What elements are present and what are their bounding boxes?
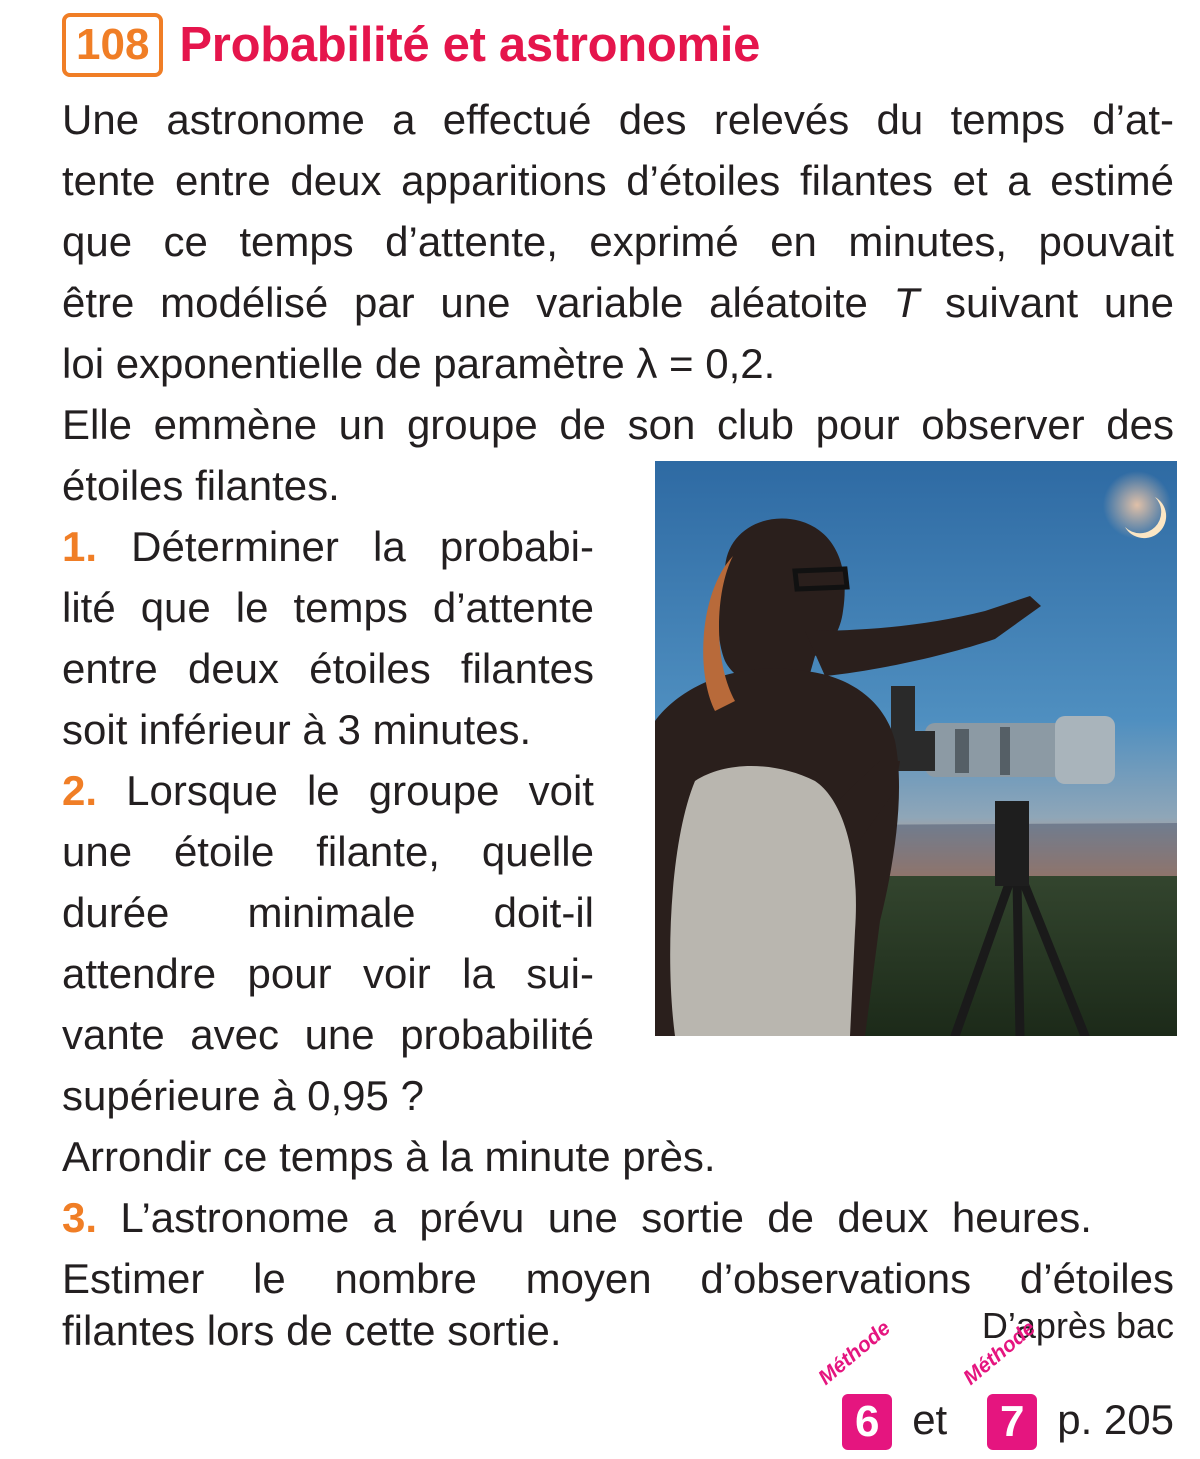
source-note: D’après bac: [981, 1305, 1174, 1346]
method-number: 7: [987, 1394, 1037, 1450]
text-line: vante avec une probabilité: [62, 1011, 594, 1058]
method-6-badge[interactable]: [812, 1316, 904, 1452]
text-line: une étoile filante, quelle: [62, 828, 594, 875]
text-line: Elle emmène un groupe de son club pour observer des: [62, 401, 1174, 448]
text-line: tente entre deux apparitions d’étoiles filantes et a estimé: [62, 157, 1174, 204]
question-number: 2.: [62, 767, 98, 814]
method-label: Méthode: [814, 1316, 896, 1390]
text-line: que ce temps d’attente, exprimé en minutes, pouvait: [62, 218, 1174, 265]
method-connector: et: [912, 1396, 948, 1443]
question-3-line: 3. L’astronome a prévu une sortie de deux heures.: [62, 1188, 1092, 1248]
text-line: être modélisé par une variable aléatoite T suivant une: [62, 273, 1174, 333]
text-line: entre deux étoiles filantes: [62, 645, 594, 692]
text-line: durée minimale doit-il: [62, 889, 594, 936]
text-line: loi exponentielle de paramètre λ = 0,2.: [62, 340, 776, 387]
exercise-number: 108: [62, 13, 163, 77]
question-2-line: 2. Lorsque le groupe voit: [62, 761, 594, 821]
method-label: Méthode: [959, 1316, 1041, 1390]
method-7-badge[interactable]: [957, 1316, 1049, 1452]
question-1-line: 1. Déterminer la probabi-: [62, 517, 594, 577]
variable-T: T: [893, 279, 920, 326]
astronomer-with-telescope-photo: [655, 461, 1177, 1036]
text-line: étoiles filantes.: [62, 462, 340, 509]
text-line: Arrondir ce temps à la minute près.: [62, 1133, 716, 1180]
text-line: lité que le temps d’attente: [62, 584, 594, 631]
question-number: 1.: [62, 523, 98, 570]
text-line: soit inférieur à 3 minutes.: [62, 706, 532, 753]
method-number: 6: [842, 1394, 892, 1450]
text-line: Une astronome a effectué des relevés du temps d’at-: [62, 96, 1174, 143]
text-line: supérieure à 0,95 ?: [62, 1072, 424, 1119]
question-number: 3.: [62, 1194, 98, 1241]
text-line: attendre pour voir la sui-: [62, 950, 594, 997]
text-line: Estimer le nombre moyen d’observations d’étoiles: [62, 1255, 1174, 1302]
page-reference: p. 205: [1057, 1396, 1174, 1443]
exercise-title: Probabilité et astronomie: [179, 18, 761, 72]
text-line: filantes lors de cette sortie.: [62, 1307, 562, 1354]
exercise-header: [62, 10, 760, 80]
